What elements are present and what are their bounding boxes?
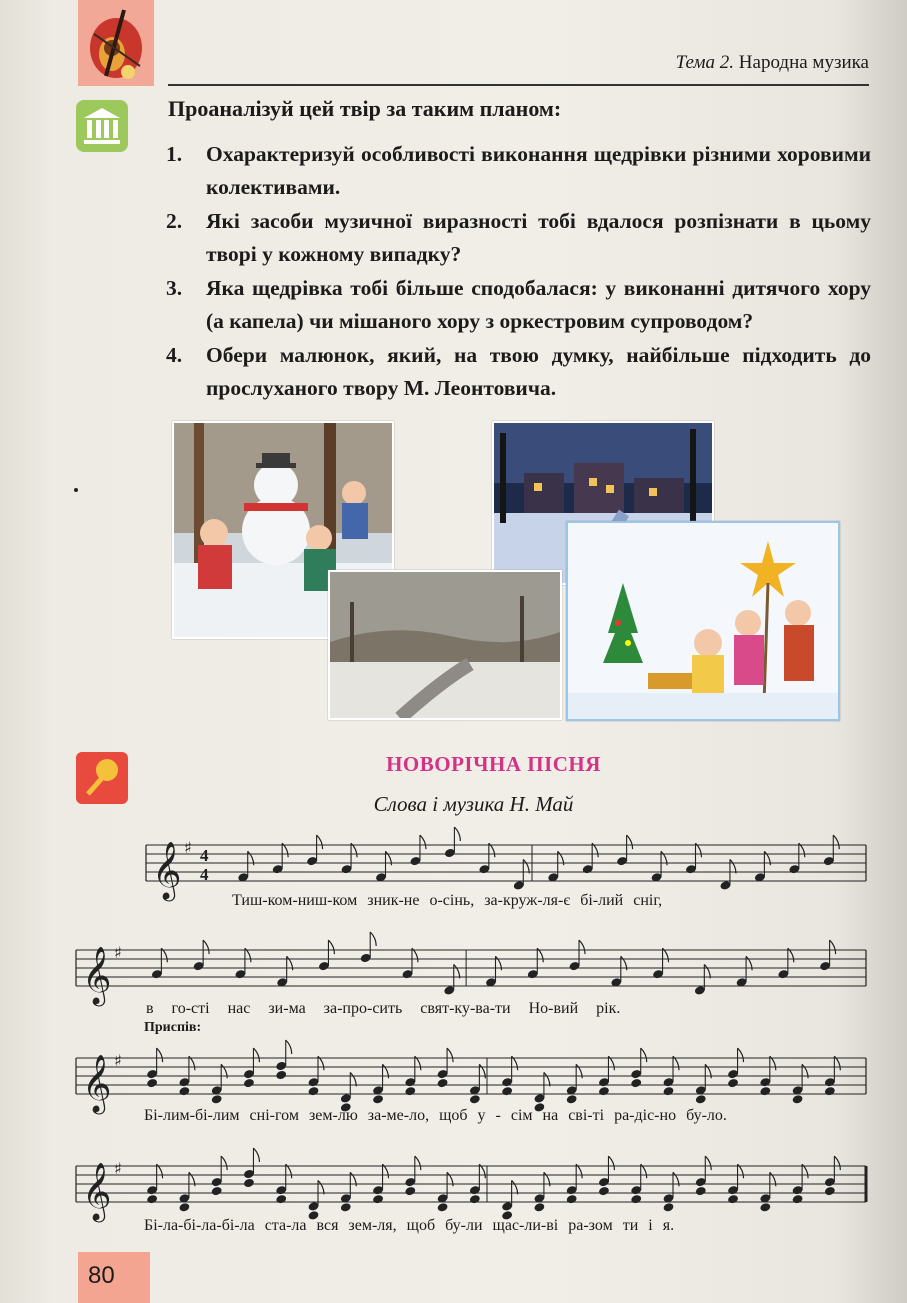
- note-flag: [420, 835, 426, 849]
- note-flag: [738, 1048, 744, 1062]
- note-head: [275, 1194, 287, 1205]
- note-head: [566, 1194, 578, 1205]
- note-flag: [641, 1048, 647, 1062]
- note-head: [340, 1202, 352, 1213]
- note-head: [178, 1086, 190, 1097]
- note-head: [695, 1094, 707, 1105]
- note-flag: [318, 1180, 324, 1194]
- note-head: [501, 1086, 513, 1097]
- theme-label: Тема 2.: [675, 52, 735, 73]
- note-head: [146, 1078, 158, 1089]
- time-signature-top: 4: [200, 846, 209, 865]
- note-head: [243, 1178, 255, 1189]
- note-head: [630, 1194, 642, 1205]
- note-flag: [627, 835, 633, 849]
- note-flag: [317, 835, 323, 849]
- note-head: [372, 1094, 384, 1105]
- note-flag: [253, 1048, 259, 1062]
- note-flag: [286, 1040, 292, 1054]
- sharp-icon: ♯: [114, 943, 122, 962]
- lyric-line: Бі-ла-бі-ла-бі-ла ста-ла вся зем-ля, щоб бу-ли щас-ли-ві ра-зом ти і я.: [144, 1217, 675, 1234]
- note-head: [211, 1094, 223, 1105]
- music-staff: [76, 1040, 866, 1115]
- note-flag: [833, 835, 839, 849]
- task-heading: Проаналізуй цей твір за таким планом:: [168, 96, 562, 121]
- sharp-icon: ♯: [114, 1051, 122, 1070]
- task-item: 1. Охарактеризуй особливості виконання щедрівки різними хоровими колективами.: [166, 142, 871, 199]
- note-head: [404, 1186, 416, 1197]
- note-flag: [203, 940, 209, 954]
- note-head: [533, 1202, 545, 1213]
- song-credit: Слова і музика Н. Май: [373, 792, 574, 816]
- note-flag: [834, 1156, 840, 1170]
- treble-clef-icon: 𝄞: [152, 841, 182, 899]
- note-flag: [730, 859, 736, 873]
- note-head: [469, 1194, 481, 1205]
- chorus-label: Приспів:: [144, 1020, 202, 1035]
- note-head: [211, 1186, 223, 1197]
- note-head: [630, 1078, 642, 1089]
- note-flag: [253, 1148, 259, 1162]
- treble-clef-icon: 𝄞: [82, 1054, 112, 1112]
- note-head: [469, 1094, 481, 1105]
- note-head: [759, 1202, 771, 1213]
- note-flag: [704, 964, 710, 978]
- note-head: [566, 1094, 578, 1105]
- note-head: [695, 1186, 707, 1197]
- theme-title: Народна музика: [738, 52, 869, 73]
- lyric-line: Бі-лим-бі-лим сні-гом зем-лю за-ме-ло, щоб у - сім на сві-ті ра-діс-но бу-ло.: [144, 1107, 727, 1124]
- note-head: [308, 1086, 320, 1097]
- note-head: [598, 1186, 610, 1197]
- note-head: [598, 1086, 610, 1097]
- note-head: [146, 1194, 158, 1205]
- note-head: [727, 1078, 739, 1089]
- sharp-icon: ♯: [184, 838, 192, 857]
- task-item: 4. Обери малюнок, який, на твою думку, найбільше підходить до прослуханого твору М. Леонтовича.: [166, 343, 871, 400]
- note-head: [404, 1086, 416, 1097]
- note-flag: [608, 1156, 614, 1170]
- music-staff: [146, 827, 866, 902]
- song-title: НОВОРІЧНА ПІСНЯ: [386, 752, 601, 776]
- note-flag: [579, 940, 585, 954]
- note-head: [824, 1086, 836, 1097]
- treble-clef-icon: 𝄞: [82, 1162, 112, 1220]
- music-staff: [76, 1148, 866, 1223]
- note-flag: [830, 940, 836, 954]
- note-head: [792, 1094, 804, 1105]
- note-head: [727, 1194, 739, 1205]
- note-head: [437, 1078, 449, 1089]
- note-flag: [454, 827, 460, 841]
- lyric-line: Тиш-ком-ниш-ком зник-не о-сінь, за-круж-ля-є бі-лий сніг,: [232, 892, 663, 909]
- note-head: [178, 1202, 190, 1213]
- treble-clef-icon: 𝄞: [82, 946, 112, 1004]
- task-item: 2. Які засоби музичної виразності тобі вдалося розпізнати в цьому творі у кожному випадку?: [166, 209, 871, 266]
- music-staff: [76, 932, 866, 1007]
- note-flag: [454, 964, 460, 978]
- note-head: [663, 1202, 675, 1213]
- page-number: 80: [88, 1262, 115, 1289]
- note-flag: [157, 1048, 163, 1062]
- note-flag: [221, 1156, 227, 1170]
- time-signature-bottom: 4: [200, 865, 209, 884]
- note-head: [759, 1086, 771, 1097]
- note-flag: [705, 1156, 711, 1170]
- note-flag: [447, 1048, 453, 1062]
- lyric-line: в го-сті нас зи-ма за-про-сить свят-ку-ва-ти Но-вий рік.: [146, 1000, 621, 1017]
- note-flag: [544, 1072, 550, 1086]
- note-flag: [415, 1156, 421, 1170]
- note-head: [437, 1202, 449, 1213]
- task-item: 3. Яка щедрівка тобі більше сподобалася: у виконанні дитячого хору (а капела) чи мішаного хору з оркестровим супроводом?: [166, 276, 871, 333]
- note-head: [372, 1194, 384, 1205]
- note-head: [663, 1086, 675, 1097]
- note-flag: [512, 1180, 518, 1194]
- note-flag: [523, 859, 529, 873]
- note-flag: [328, 940, 334, 954]
- note-flag: [370, 932, 376, 946]
- note-head: [243, 1078, 255, 1089]
- note-head: [792, 1194, 804, 1205]
- note-flag: [350, 1072, 356, 1086]
- note-head: [275, 1070, 287, 1081]
- sharp-icon: ♯: [114, 1159, 122, 1178]
- note-head: [824, 1186, 836, 1197]
